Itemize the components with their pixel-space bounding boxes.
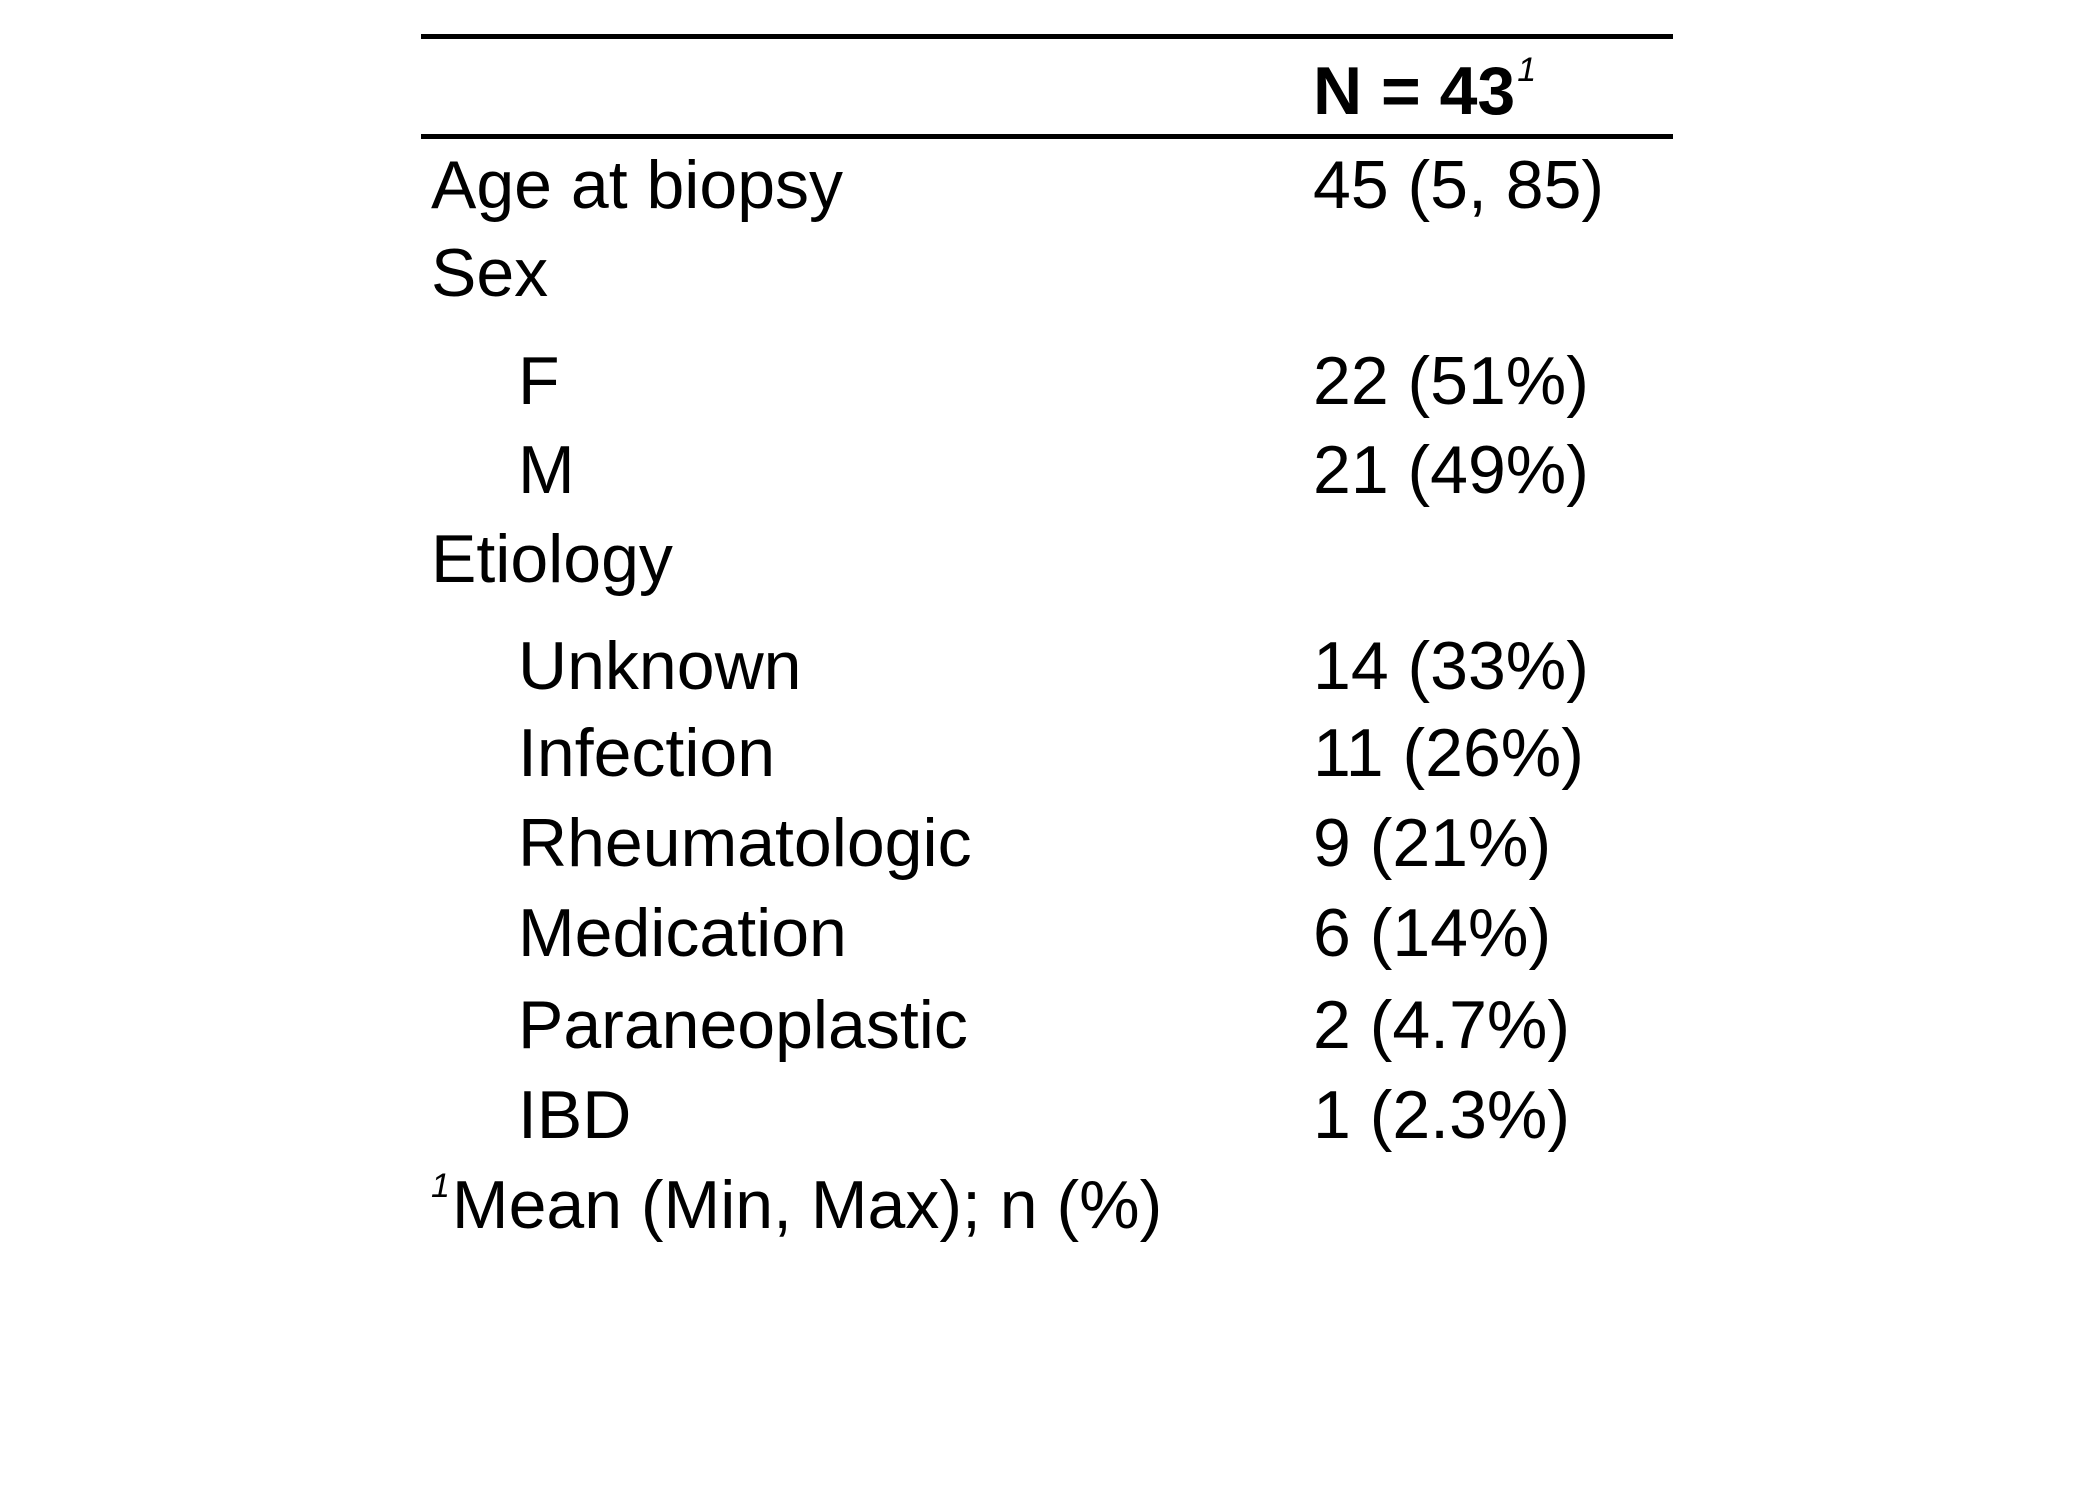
summary-table [421, 34, 1673, 1243]
table-body [421, 139, 1673, 1243]
column-header-n [1313, 51, 1537, 129]
row-value: 14 (33%) [1313, 628, 1589, 704]
row-etiology-ibd [421, 1077, 1673, 1171]
row-label: Etiology [431, 521, 673, 597]
row-value: 2 (4.7%) [1313, 987, 1570, 1063]
row-value: 1 (2.3%) [1313, 1077, 1570, 1153]
table-header-row [421, 39, 1673, 134]
row-label: Infection [518, 715, 776, 791]
row-age-at-biopsy [421, 147, 1673, 241]
row-etiology-unknown [421, 628, 1673, 722]
row-label: Age at biopsy [431, 147, 844, 223]
row-label: Unknown [518, 628, 802, 704]
table-footnote [431, 1167, 1163, 1243]
row-sex-f [421, 343, 1673, 437]
column-header-footnote-mark: 1 [1517, 51, 1537, 89]
row-etiology-infection [421, 715, 1673, 809]
row-label: Medication [518, 895, 847, 971]
column-header-label: N = 43 [1313, 53, 1516, 129]
footnote-mark: 1 [431, 1167, 450, 1205]
row-label: IBD [518, 1077, 632, 1153]
row-label: Paraneoplastic [518, 987, 968, 1063]
row-value: 9 (21%) [1313, 805, 1552, 881]
footnote-text: Mean (Min, Max); n (%) [451, 1167, 1163, 1243]
row-label: Rheumatologic [518, 805, 972, 881]
row-sex-m [421, 432, 1673, 526]
row-value: 6 (14%) [1313, 895, 1552, 971]
row-label: F [518, 343, 560, 419]
row-value: 11 (26%) [1313, 715, 1584, 791]
row-etiology-rheumatologic [421, 805, 1673, 899]
row-etiology-medication [421, 895, 1673, 989]
row-etiology [421, 521, 1673, 615]
row-value: 22 (51%) [1313, 343, 1589, 419]
row-value: 45 (5, 85) [1313, 147, 1605, 223]
row-etiology-paraneoplastic [421, 987, 1673, 1081]
row-label: M [518, 432, 575, 508]
row-label: Sex [431, 235, 549, 311]
row-value: 21 (49%) [1313, 432, 1589, 508]
row-sex [421, 235, 1673, 329]
